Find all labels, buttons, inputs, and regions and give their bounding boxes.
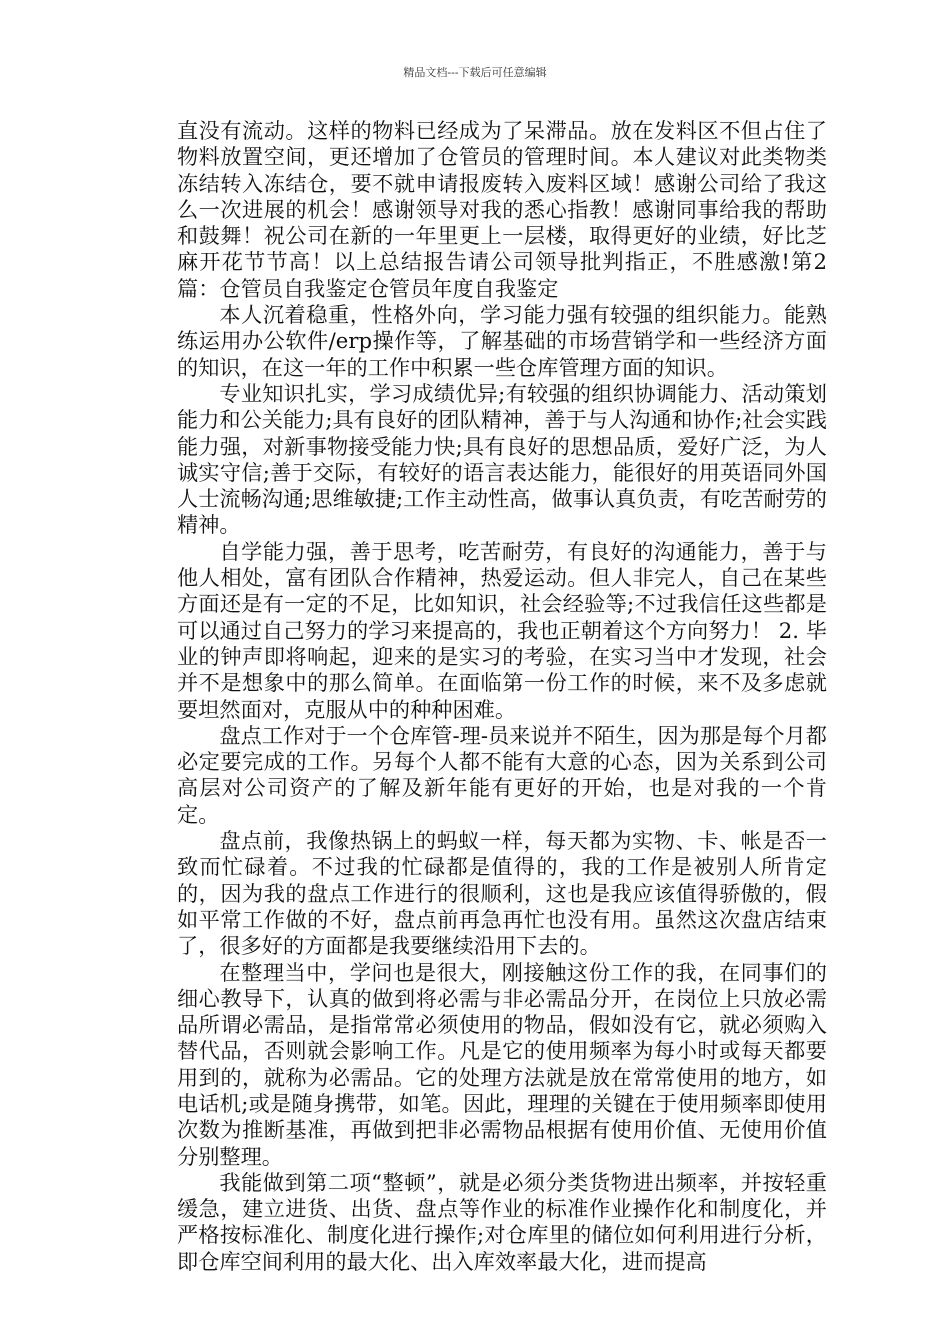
paragraph: 自学能力强，善于思考，吃苦耐劳，有良好的沟通能力，善于与他人相处，富有团队合作精神，热爱运动。但人非完人，自己在某些方面还是有一定的不足，比如知识，社会经验等;不过我信任这些都是可以通过自己努力的学习来提高的，我也正朝着这个方向努力！ 2. 毕业的钟声即将响起，迎来的是实习的考验，在实习当中才发现，社会并不是想象中的那么简单。在面临第一份工作的时候，来不及多虑就要坦然面对，克服从中的种种困难。 bbox=[177, 538, 827, 722]
paragraph: 直没有流动。这样的物料已经成为了呆滞品。放在发料区不但占住了物料放置空间，更还增加了仓管员的管理时间。本人建议对此类物类冻结转入冻结仓，要不就申请报废转入废料区域！感谢公司给了我这么一次进展的机会！感谢领导对我的悉心指教！感谢同事给我的帮助和鼓舞！祝公司在新的一年里更上一层楼，取得更好的业绩，好比芝麻开花节节高！以上总结报告请公司领导批判指正，不胜感激!第2篇：仓管员自我鉴定仓管员年度自我鉴定 bbox=[177, 118, 827, 301]
paragraph: 盘点前，我像热锅上的蚂蚁一样，每天都为实物、卡、帐是否一致而忙碌着。不过我的忙碌都是值得的，我的工作是被别人所肯定的，因为我的盘点工作进行的很顺利，这也是我应该值得骄傲的，假如平常工作做的不好，盘点前再急再忙也没有用。虽然这次盘店结束了，很多好的方面都是我要继续沿用下去的。 bbox=[177, 828, 827, 959]
paragraph: 在整理当中，学问也是很大，刚接触这份工作的我，在同事们的细心教导下，认真的做到将必需与非必需品分开，在岗位上只放必需品所谓必需品，是指常常必须使用的物品，假如没有它，就必须购入替代品，否则就会影响工作。凡是它的使用频率为每小时或每天都要用到的，就称为必需品。它的处理方法就是放在常常使用的地方，如电话机;或是随身携带，如笔。因此，理理的关键在于使用频率即使用次数为推断基准，再做到把非必需物品根据有使用价值、无使用价值分别整理。 bbox=[177, 959, 827, 1169]
paragraph: 我能做到第二项“整顿”，就是必须分类货物进出频率，并按轻重缓急，建立进货、出货、盘点等作业的标准作业操作化和制度化，并严格按标准化、制度化进行操作;对仓库里的储位如何利用进行分析，即仓库空间利用的最大化、出入库效率最大化，进而提高 bbox=[177, 1169, 827, 1274]
paragraph: 专业知识扎实，学习成绩优异;有较强的组织协调能力、活动策划能力和公关能力;具有良好的团队精神，善于与人沟通和协作;社会实践能力强，对新事物接受能力快;具有良好的思想品质，爱好广泛，为人诚实守信;善于交际，有较好的语言表达能力，能很好的用英语同外国人士流畅沟通;思维敏捷;工作主动性高，做事认真负责，有吃苦耐劳的精神。 bbox=[177, 380, 827, 538]
paragraph: 盘点工作对于一个仓库管-理-员来说并不陌生，因为那是每个月都必定要完成的工作。另每个人都不能有大意的心态，因为关系到公司高层对公司资产的了解及新年能有更好的开始，也是对我的一个肯定。 bbox=[177, 722, 827, 827]
paragraph: 本人沉着稳重，性格外向，学习能力强有较强的组织能力。能熟练运用办公软件/erp操作等，了解基础的市场营销学和一些经济方面的知识，在这一年的工作中积累一些仓库管理方面的知识。 bbox=[177, 302, 827, 380]
document-body bbox=[177, 118, 827, 1275]
page-header: 精品文档---下载后可任意编辑 bbox=[403, 66, 547, 79]
